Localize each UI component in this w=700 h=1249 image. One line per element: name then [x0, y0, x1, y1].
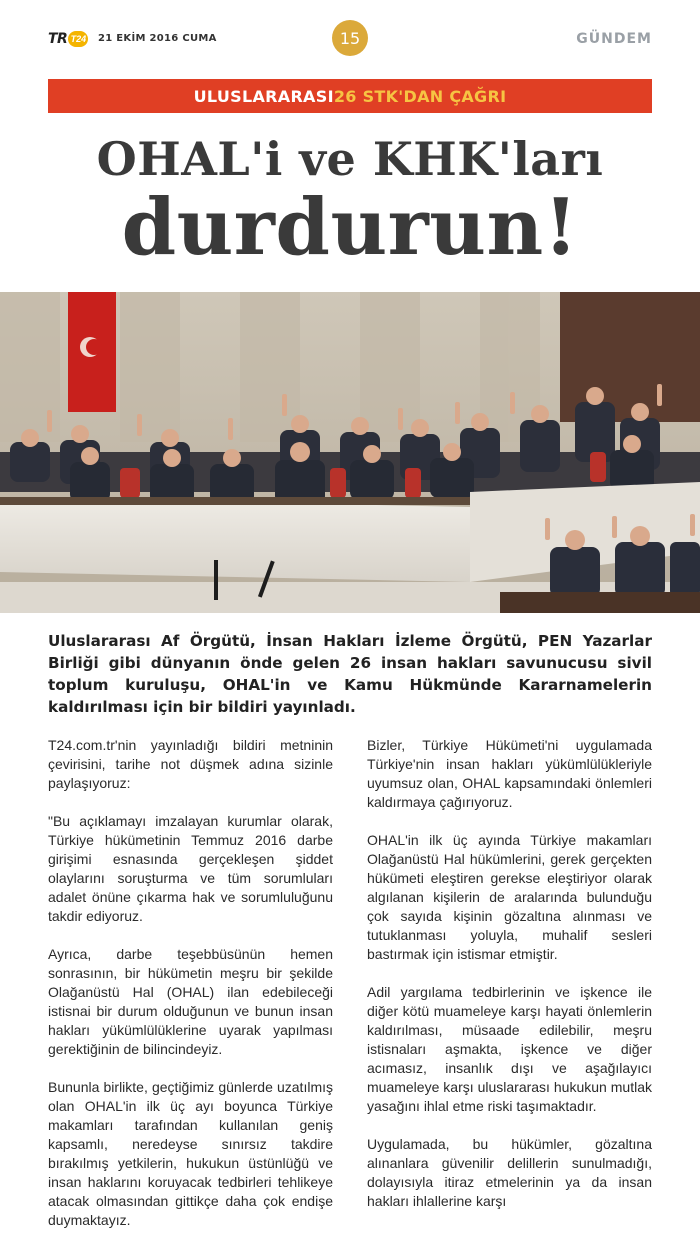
- paragraph: T24.com.tr'nin yayınladığı bildiri metninin çevirisini, tarihe not düşmek adına sizinle paylaşıyoruz:: [48, 737, 333, 791]
- paragraph: Ayrıca, darbe teşebbüsünün hemen sonrasının, bir hükümetin meşru bir şekilde Olağanüstü Hal (OHAL) ilan edebileceği istisnai bir durum olduğunun ve bunun insan hakları yükümlülüklerine uyarak yapılması gerektiğinin de bilincindeyiz.: [48, 946, 333, 1057]
- logo-badge: T24: [68, 31, 88, 47]
- paragraph: Bununla birlikte, geçtiğimiz günlerde uzatılmış olan OHAL'in ilk üç ayı boyunca Türkiye makamları tarafından kullanılan geniş kapsamlı, neredeyse sınırsız takdire bırakılmış yetkilerin, hukukun üstünlüğü ve insan haklarını koruyacak tedbirleri tehlikeye atacak olmasından gittikçe daha çok endişe duymaktayız.: [48, 1079, 333, 1228]
- article-lede: Uluslararası Af Örgütü, İnsan Hakları İzleme Örgütü, PEN Yazarlar Birliği gibi dünyanın önde gelen 26 insan hakları savunucusu sivil toplum kuruluşu, OHAL'in ve Kamu Hükmünde Kararnamelerin kaldırılması için bir bildiri yayınladı.: [48, 632, 652, 716]
- paragraph: Bizler, Türkiye Hükümeti'ni uygulamada Türkiye'nin insan hakları yükümlülükleriyle uyumsuz olan, OHAL kapsamındaki önlemleri kaldırmaya çağırıyoruz.: [367, 737, 652, 810]
- body-column-left: [48, 736, 333, 1249]
- kicker-highlight: 26 STK'DAN ÇAĞRI: [333, 86, 507, 106]
- paragraph: "Bu açıklamayı imzalayan kurumlar olarak, Türkiye hükümetinin Temmuz 2016 darbe girişimi esnasında gerçekleşen şiddet olaylarını soruşturma ve tüm sorumluları adalet önüne çıkarma hak ve sorumluluğunu takdir ediyoruz.: [48, 813, 333, 924]
- parliament-photo: [0, 292, 700, 613]
- page-header: [0, 0, 700, 78]
- page-number-badge: 15: [332, 20, 368, 56]
- paragraph: Uygulamada, bu hükümler, gözaltına alınanlara güvenilir delillerin sunulmadığı, dolayısıyla itiraz etmelerinin ya da insan hakları ihlallerine karşı: [367, 1136, 652, 1209]
- paragraph: OHAL'in ilk üç ayında Türkiye makamları Olağanüstü Hal hükümlerini, gerek gerçekten hükümeti eleştiren gerekse eleştiriyor olarak algılanan kişilerin de aralarında bulunduğu çok sayıda kişinin gözaltına alınması ve tutuklanması yoluyla, muhalif sesleri bastırmak için istismar etmiştir.: [367, 832, 652, 962]
- headline-line-1: OHAL'i ve KHK'ları: [96, 132, 604, 186]
- issue-date: 21 EKİM 2016 CUMA: [98, 33, 217, 44]
- headline-line-2: durdurun!: [121, 182, 579, 273]
- logo-text: TR: [48, 31, 68, 47]
- section-label: GÜNDEM: [576, 31, 652, 47]
- kicker-prefix: ULUSLARARASI: [193, 86, 334, 106]
- article-kicker: [48, 79, 652, 113]
- paragraph: Adil yargılama tedbirlerinin ve işkence ile diğer kötü muameleye karşı hayati önlemlerin kaldırılması, müsaade edilebilir, meşru istisnaları aşmakta, işkence ve diğer acımasız, insanlık dışı ve aşağılayıcı muameleye karşı uluslararası hukukun mutlak yasağını ihlal etme riski taşımaktadır.: [367, 984, 652, 1114]
- body-column-right: [367, 736, 652, 1230]
- t24-logo[interactable]: [48, 30, 88, 48]
